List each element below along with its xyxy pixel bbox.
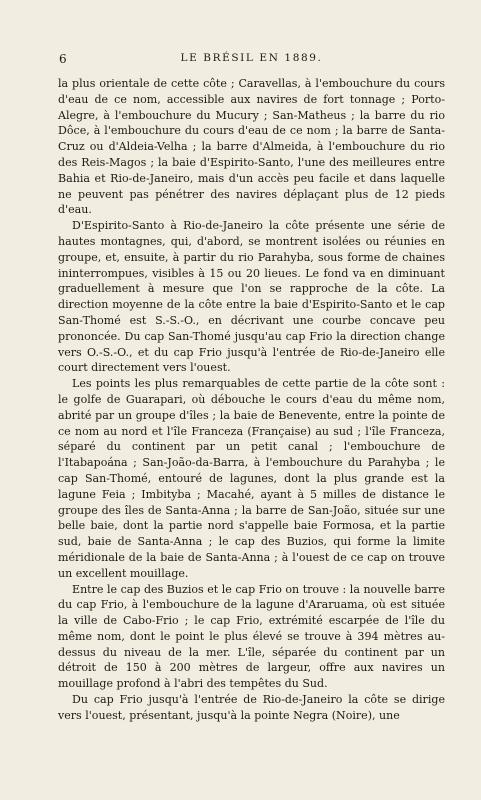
running-head xyxy=(58,44,445,66)
paragraph: Les points les plus remarquables de cette partie de la côte sont : le golfe de Guarapari, où débouche le cours d'eau du même nom, abrité par un groupe d'îles ; la baie de Benevente, entre la pointe de ce nom au nord et l'île Franceza (Française) au sud ; l'île Franceza, séparé du continent par un petit canal ; l'embouchure de l'Itabapoána ; San-João-da-Barra, à l'embouchure du Parahyba ; le cap San-Thomé, entouré de lagunes, dont la plus grande est la lagune Feia ; Imbityba ; Macahé, ayant à 5 milles de distance le groupe des îles de Santa-Anna ; la barre de San-João, située sur une belle baie, dont la partie nord s'appelle baie Formosa, et la partie sud, baie de Santa-Anna ; le cap des Buzios, qui forme la limite méridionale de la baie de Santa-Anna ; à l'ouest de ce cap on trouve un excellent mouillage. xyxy=(58,377,445,580)
paragraph-continued: la plus orientale de cette côte ; Caravellas, à l'embouchure du cours d'eau de ce nom, accessible aux navires de fort tonnage ; Porto-Alegre, à l'embouchure du Mucury ; San-Matheus ; la barre du rio Dôce, à l'embouchure du cours d'eau de ce nom ; la barre de Santa-Cruz ou d'Aldeia-Velha ; la barre d'Almeida, à l'embouchure du rio des Reis-Magos ; la baie d'Espirito-Santo, l'une des meilleures entre Bahia et Rio-de-Janeiro, mais d'un accès peu facile et dans laquelle ne peuvent pas pénétrer des navires déplaçant plus de 12 pieds d'eau. xyxy=(58,77,445,217)
body-text xyxy=(58,76,445,724)
paragraph: Entre le cap des Buzios et le cap Frio on trouve : la nouvelle barre du cap Frio, à l'embouchure de la lagune d'Araruama, où est située la ville de Cabo-Frio ; le cap Frio, extrémité escarpée de l'île du même nom, dont le point le plus élevé se trouve à 394 mètres au-dessus du niveau de la mer. L'île, séparée du continent par un détroit de 150 à 200 mètres de largeur, offre aux navires un mouillage profond à l'abri des tempêtes du Sud. xyxy=(58,582,445,691)
running-title: LE BRÉSIL EN 1889. xyxy=(180,52,323,64)
paragraph: D'Espirito-Santo à Rio-de-Janeiro la côte présente une série de hautes montagnes, qui, d'abord, se montrent isolées ou réunies en groupe, et, ensuite, à partir du rio Parahyba, sous forme de chaines ininterrompues, visibles à 15 ou 20 lieues. Le fond va en diminuant graduellement à mesure que l'on se rapproche de la côte. La direction moyenne de la côte entre la baie d'Espirito-Santo et le cap San-Thomé est S.-S.-O., en décrivant une courbe concave peu prononcée. Du cap San-Thomé jusqu'au cap Frio la direction change vers O.-S.-O., et du cap Frio jusqu'à l'entrée de Rio-de-Janeiro elle court directement vers l'ouest. xyxy=(58,219,445,375)
paragraph: Du cap Frio jusqu'à l'entrée de Rio-de-Janeiro la côte se dirige vers l'ouest, présentant, jusqu'à la pointe Negra (Noire), une xyxy=(58,693,445,722)
page-number: 6 xyxy=(59,52,68,66)
